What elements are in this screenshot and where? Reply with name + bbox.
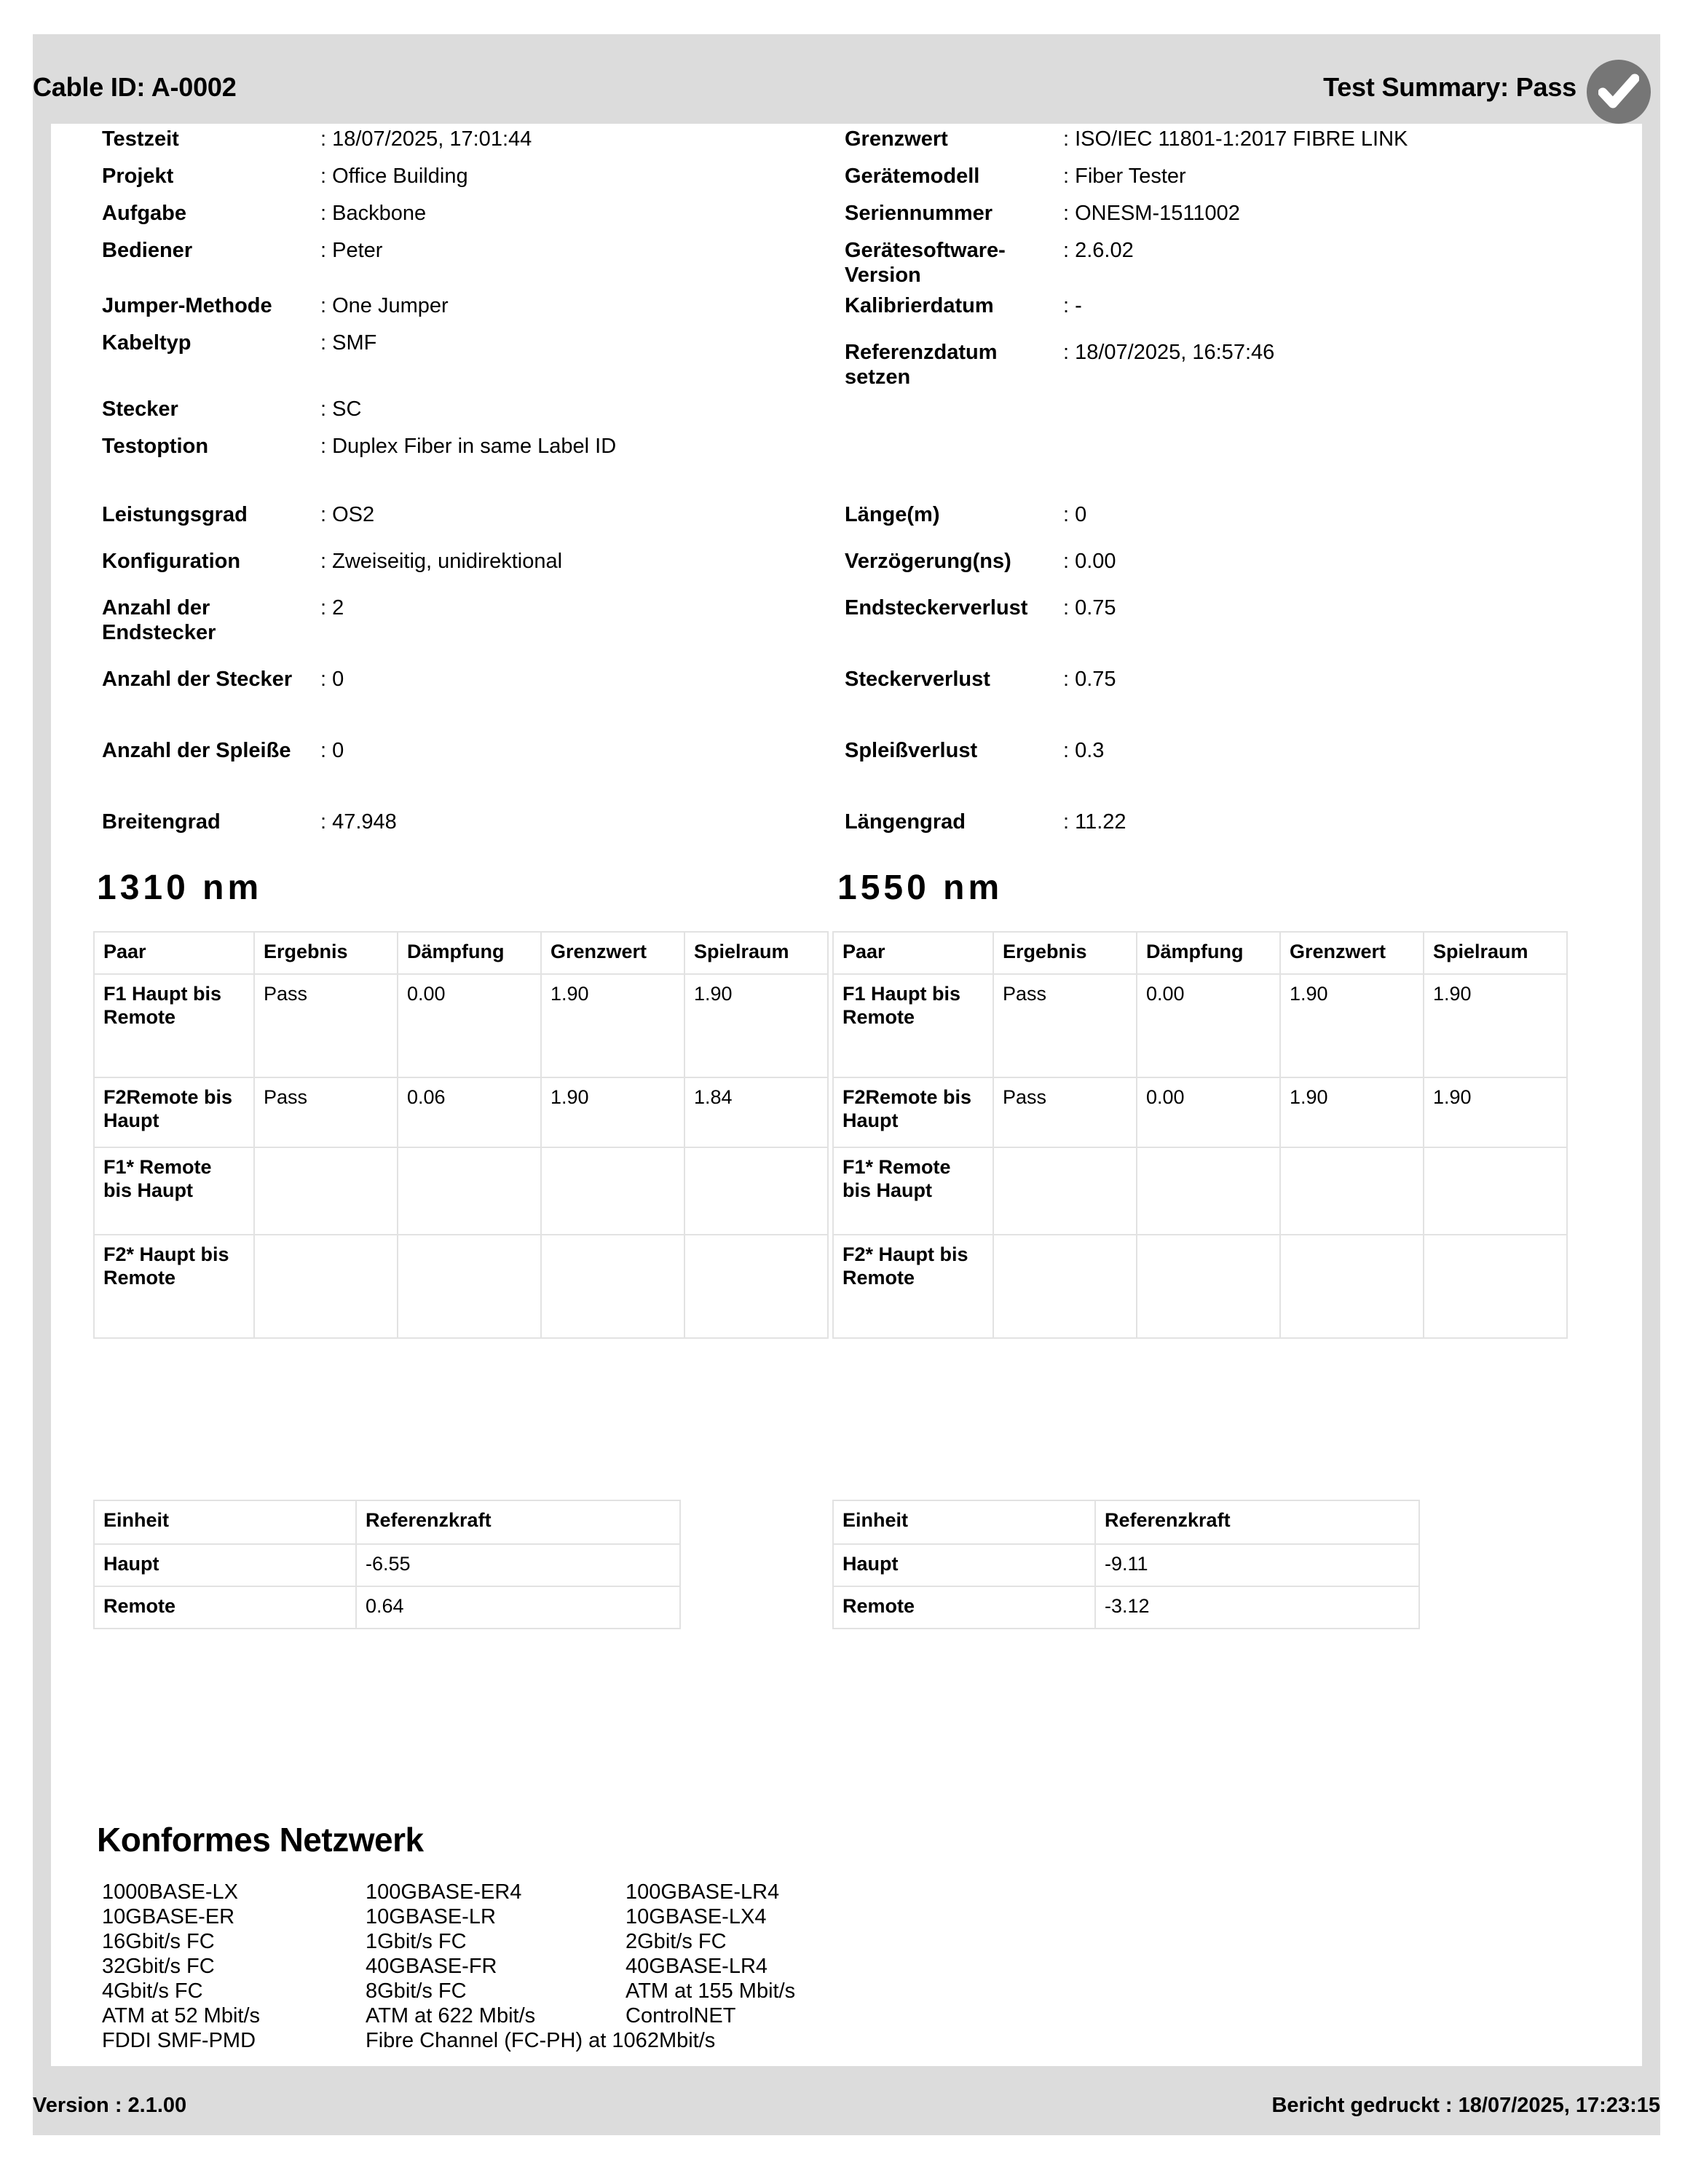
info-value: : 0.00	[1063, 550, 1116, 573]
column-header-paar: Paar	[94, 932, 254, 974]
info-value: : Backbone	[320, 202, 427, 225]
column-header-referenzkraft: Referenzkraft	[356, 1500, 680, 1544]
info-value: : 0.75	[1063, 596, 1116, 620]
info-value: : SMF	[320, 331, 377, 355]
info-label: Leistungsgrad	[102, 503, 248, 526]
cell-daempfung	[1137, 1235, 1280, 1338]
cell-grenzwert: 1.90	[541, 1077, 684, 1147]
cell-spielraum	[1424, 1235, 1567, 1338]
cell-spielraum	[684, 1235, 828, 1338]
column-header-einheit: Einheit	[833, 1500, 1095, 1544]
column-header-ergebnis: Ergebnis	[254, 932, 398, 974]
column-header-ergebnis: Ergebnis	[993, 932, 1137, 974]
list-item: 100GBASE-LR4	[625, 1880, 780, 1904]
list-item: 40GBASE-LR4	[625, 1955, 768, 1978]
cell-referenzkraft: -6.55	[356, 1544, 680, 1586]
cell-pair: F1* Remote bis Haupt	[94, 1147, 254, 1235]
printed-label: Bericht gedruckt : 18/07/2025, 17:23:15	[1271, 2094, 1660, 2117]
info-value: : 47.948	[320, 810, 397, 834]
info-label: Anzahl der Spleiße	[102, 739, 291, 762]
info-value: : -	[1063, 294, 1082, 317]
info-value: : Duplex Fiber in same Label ID	[320, 435, 617, 458]
cell-pair: F1 Haupt bis Remote	[94, 974, 254, 1077]
cell-daempfung	[398, 1147, 541, 1235]
table-header-row	[833, 1500, 1419, 1544]
cell-pair: F1* Remote bis Haupt	[833, 1147, 993, 1235]
cell-pair: F2* Haupt bis Remote	[833, 1235, 993, 1338]
check-icon	[1598, 73, 1639, 111]
cell-ergebnis	[993, 1147, 1137, 1235]
info-label: Kabeltyp	[102, 331, 192, 355]
cell-einheit: Haupt	[94, 1544, 356, 1586]
column-header-daempfung: Dämpfung	[1137, 932, 1280, 974]
table-header-row	[833, 932, 1567, 974]
list-item: 16Gbit/s FC	[102, 1930, 215, 1953]
results-table-1310	[93, 931, 829, 1339]
info-value: : 0	[320, 668, 344, 691]
info-label: Verzögerung(ns)	[845, 550, 1011, 573]
cell-ergebnis: Pass	[993, 1077, 1137, 1147]
info-value: : 2.6.02	[1063, 239, 1134, 262]
table-row	[94, 1544, 680, 1586]
info-label: Spleißverlust	[845, 739, 978, 762]
info-label: Testoption	[102, 435, 209, 458]
column-header-paar: Paar	[833, 932, 993, 974]
cell-spielraum: 1.84	[684, 1077, 828, 1147]
info-label: Stecker	[102, 397, 178, 421]
list-item: 10GBASE-ER	[102, 1905, 235, 1928]
table-row	[94, 1077, 828, 1147]
conforming-network-column-3	[625, 1880, 795, 2028]
info-value: : Peter	[320, 239, 383, 262]
cell-daempfung: 0.00	[398, 974, 541, 1077]
cell-spielraum	[684, 1147, 828, 1235]
table-row	[94, 1235, 828, 1338]
list-item: 2Gbit/s FC	[625, 1930, 727, 1953]
cell-grenzwert: 1.90	[541, 974, 684, 1077]
table-row	[833, 1586, 1419, 1629]
info-value: : 2	[320, 596, 344, 620]
cell-ergebnis: Pass	[254, 974, 398, 1077]
cell-ergebnis	[254, 1147, 398, 1235]
info-value: : One Jumper	[320, 294, 449, 317]
cell-referenzkraft: 0.64	[356, 1586, 680, 1629]
cell-spielraum: 1.90	[1424, 1077, 1567, 1147]
info-label: Anzahl der Stecker	[102, 668, 293, 691]
column-header-daempfung: Dämpfung	[398, 932, 541, 974]
info-label: Steckerverlust	[845, 668, 990, 691]
table-row	[833, 974, 1567, 1077]
list-item: 1000BASE-LX	[102, 1880, 239, 1904]
cell-pair: F1 Haupt bis Remote	[833, 974, 993, 1077]
cell-daempfung	[398, 1235, 541, 1338]
table-header-row	[94, 1500, 680, 1544]
info-label: Längengrad	[845, 810, 966, 834]
report-card	[51, 124, 1642, 2066]
column-header-spielraum: Spielraum	[1424, 932, 1567, 974]
list-item: Fibre Channel (FC-PH) at 1062Mbit/s	[366, 2029, 716, 2052]
cell-ergebnis	[254, 1235, 398, 1338]
list-item: ControlNET	[625, 2004, 736, 2027]
cell-spielraum: 1.90	[1424, 974, 1567, 1077]
info-label: Breitengrad	[102, 810, 221, 834]
info-label: Konfiguration	[102, 550, 241, 573]
cell-pair: F2* Haupt bis Remote	[94, 1235, 254, 1338]
table-row	[833, 1235, 1567, 1338]
cell-grenzwert	[1280, 1235, 1424, 1338]
info-value: : 11.22	[1063, 810, 1126, 834]
pass-status-badge	[1587, 60, 1651, 124]
conforming-network-column-1	[102, 1880, 260, 2053]
column-header-einheit: Einheit	[94, 1500, 356, 1544]
info-value: : 0	[1063, 503, 1087, 526]
info-value: : 18/07/2025, 17:01:44	[320, 127, 532, 151]
info-value: : Fiber Tester	[1063, 165, 1186, 188]
info-label: Kalibrierdatum	[845, 294, 994, 317]
list-item: 8Gbit/s FC	[366, 1979, 467, 2003]
info-value: : Office Building	[320, 165, 468, 188]
cell-einheit: Remote	[833, 1586, 1095, 1629]
info-value: : ONESM-1511002	[1063, 202, 1240, 225]
cell-daempfung: 0.00	[1137, 1077, 1280, 1147]
cell-grenzwert: 1.90	[1280, 974, 1424, 1077]
cell-ergebnis: Pass	[254, 1077, 398, 1147]
cable-id-label: Cable ID: A-0002	[33, 72, 237, 102]
info-label: Aufgabe	[102, 202, 186, 225]
list-item: 100GBASE-ER4	[366, 1880, 522, 1904]
list-item: 1Gbit/s FC	[366, 1930, 467, 1953]
info-value: : 0.3	[1063, 739, 1105, 762]
info-value: : ISO/IEC 11801-1:2017 FIBRE LINK	[1063, 127, 1408, 151]
cell-referenzkraft: -9.11	[1095, 1544, 1419, 1586]
cell-grenzwert	[1280, 1147, 1424, 1235]
list-item: ATM at 155 Mbit/s	[625, 1979, 796, 2003]
info-label: Länge(m)	[845, 503, 940, 526]
info-value: : 18/07/2025, 16:57:46	[1063, 341, 1275, 364]
cell-daempfung: 0.00	[1137, 974, 1280, 1077]
list-item: 10GBASE-LX4	[625, 1905, 767, 1928]
cell-ergebnis	[993, 1235, 1137, 1338]
info-value: : OS2	[320, 503, 375, 526]
table-row	[833, 1077, 1567, 1147]
column-header-referenzkraft: Referenzkraft	[1095, 1500, 1419, 1544]
cell-pair: F2Remote bis Haupt	[94, 1077, 254, 1147]
info-label: Grenzwert	[845, 127, 948, 151]
info-label: Testzeit	[102, 127, 179, 151]
column-header-grenzwert: Grenzwert	[541, 932, 684, 974]
info-label: Endsteckerverlust	[845, 596, 1028, 620]
info-value: : 0	[320, 739, 344, 762]
column-header-spielraum: Spielraum	[684, 932, 828, 974]
cell-ergebnis: Pass	[993, 974, 1137, 1077]
info-label: Gerätemodell	[845, 165, 980, 188]
conforming-network-title: Konformes Netzwerk	[97, 1821, 424, 1859]
cell-spielraum	[1424, 1147, 1567, 1235]
table-row	[94, 974, 828, 1077]
cell-daempfung	[1137, 1147, 1280, 1235]
reference-table-1310	[93, 1500, 681, 1629]
cell-referenzkraft: -3.12	[1095, 1586, 1419, 1629]
cell-grenzwert	[541, 1235, 684, 1338]
table-row	[94, 1147, 828, 1235]
list-item: 10GBASE-LR	[366, 1905, 496, 1928]
report-footer	[33, 2066, 1660, 2135]
column-header-grenzwert: Grenzwert	[1280, 932, 1424, 974]
list-item: 40GBASE-FR	[366, 1955, 497, 1978]
list-item: ATM at 52 Mbit/s	[102, 2004, 261, 2027]
cell-pair: F2Remote bis Haupt	[833, 1077, 993, 1147]
reference-table-1550	[832, 1500, 1420, 1629]
info-value: : SC	[320, 397, 362, 421]
table-header-row	[94, 932, 828, 974]
info-value: : 0.75	[1063, 668, 1116, 691]
results-table-1550	[832, 931, 1568, 1339]
report-header	[33, 34, 1660, 124]
list-item: 32Gbit/s FC	[102, 1955, 215, 1978]
info-label: Projekt	[102, 165, 174, 188]
version-label: Version : 2.1.00	[33, 2094, 187, 2117]
info-label: Seriennummer	[845, 202, 993, 225]
info-label: Bediener	[102, 239, 193, 262]
cell-einheit: Haupt	[833, 1544, 1095, 1586]
info-label: Referenzdatum setzen	[845, 341, 998, 389]
cell-spielraum: 1.90	[684, 974, 828, 1077]
info-label: Anzahl der Endstecker	[102, 596, 216, 644]
wavelength-title-1310: 1310 nm	[97, 869, 263, 907]
table-row	[833, 1544, 1419, 1586]
table-row	[94, 1586, 680, 1629]
cell-grenzwert	[541, 1147, 684, 1235]
info-label: Gerätesoftware-Version	[845, 239, 1006, 287]
list-item: FDDI SMF-PMD	[102, 2029, 256, 2052]
cell-grenzwert: 1.90	[1280, 1077, 1424, 1147]
cell-einheit: Remote	[94, 1586, 356, 1629]
test-summary-label: Test Summary: Pass	[1323, 72, 1576, 102]
cell-daempfung: 0.06	[398, 1077, 541, 1147]
info-label: Jumper-Methode	[102, 294, 272, 317]
list-item: ATM at 622 Mbit/s	[366, 2004, 536, 2027]
info-value: : Zweiseitig, unidirektional	[320, 550, 563, 573]
wavelength-title-1550: 1550 nm	[837, 869, 1003, 907]
list-item: 4Gbit/s FC	[102, 1979, 203, 2003]
table-row	[833, 1147, 1567, 1235]
